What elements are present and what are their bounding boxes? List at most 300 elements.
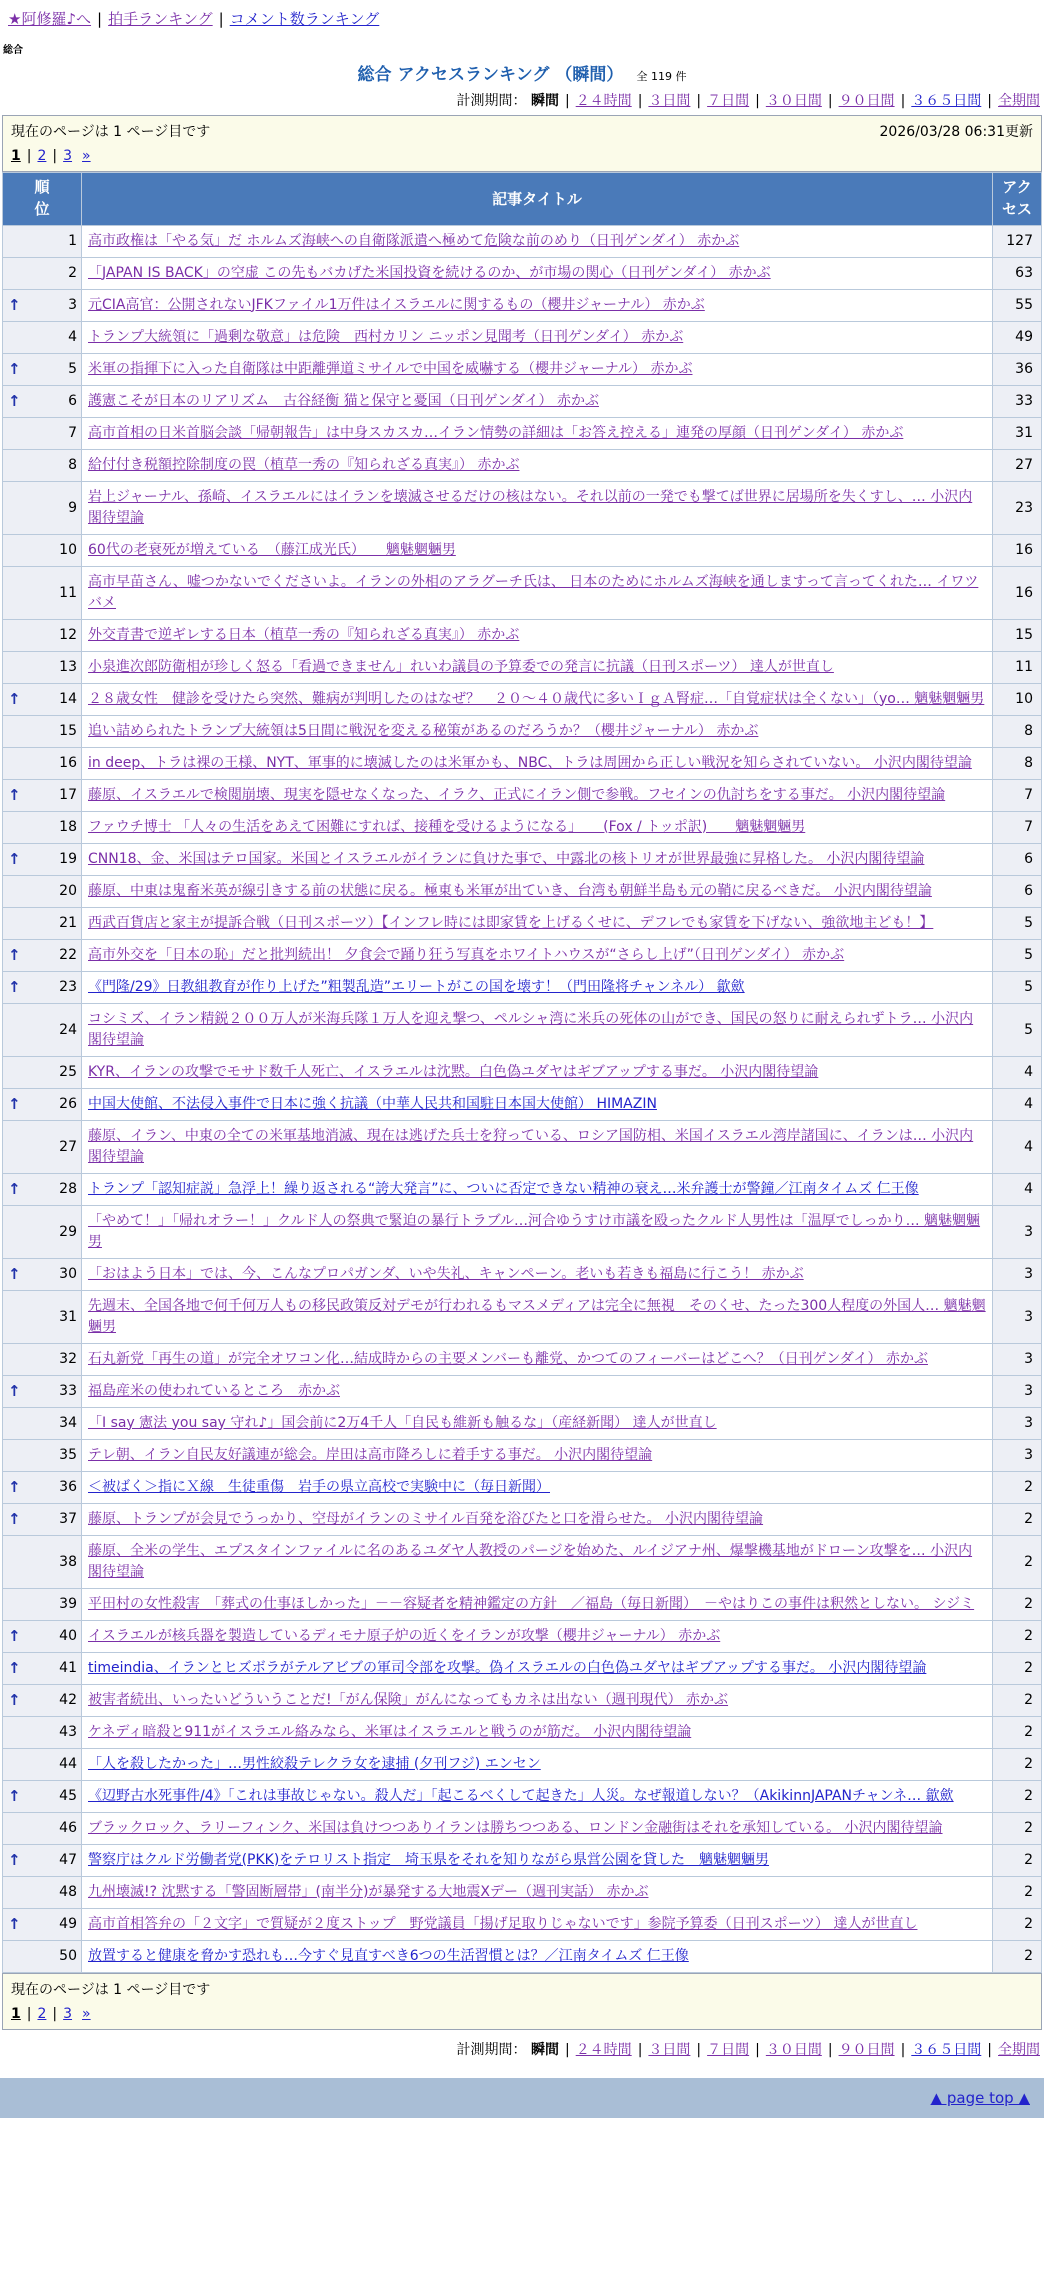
period-option-2[interactable]: ３日間 bbox=[648, 2041, 691, 2058]
article-link[interactable]: 藤原、イスラエルで検閲崩壊、現実を隠せなくなった、イラク、正式にイラン側で参戦。フセインの仇討ちをする事だ。 小沢内閣待望論 bbox=[88, 786, 946, 803]
access-count: 16 bbox=[993, 566, 1042, 619]
table-row bbox=[3, 1120, 1042, 1173]
access-count: 2 bbox=[993, 1780, 1042, 1812]
rank-number: 21 bbox=[59, 915, 77, 931]
rank-number: 38 bbox=[59, 1553, 77, 1570]
access-count: 10 bbox=[993, 683, 1042, 715]
article-link[interactable]: テレ朝、イラン自民友好議連が総会。岸田は高市降ろしに着手する事だ。 小沢内閣待望論 bbox=[88, 1446, 653, 1463]
title-cell bbox=[82, 683, 993, 715]
table-row bbox=[3, 1620, 1042, 1652]
separator: | bbox=[755, 93, 760, 109]
rank-number: 48 bbox=[59, 1884, 77, 1900]
article-link[interactable]: in deep、トラは裸の王様、NYT、軍事的に壊滅したのは米軍かも、NBC、トラは周囲から正しい戦況を知らされていない。 小沢内閣待望論 bbox=[88, 754, 972, 771]
separator: | bbox=[900, 2041, 906, 2058]
article-link[interactable]: 「I say 憲法 you say 守れ♪」国会前に2万4千人「自民も維新も触るな」（産経新聞） 達人が世直し bbox=[88, 1414, 717, 1431]
article-link[interactable]: 米軍の指揮下に入った自衛隊は中距離弾道ミサイルで中国を威嚇する（櫻井ジャーナル） 赤かぶ bbox=[88, 360, 693, 377]
rank-cell bbox=[3, 1620, 82, 1652]
rank-number: 25 bbox=[59, 1064, 77, 1080]
article-link[interactable]: 岩上ジャーナル、孫崎、イスラエルにはイランを壊滅させるだけの核はない。それ以前の一発でも撃てば世界に居場所を失くすし、… 小沢内閣待望論 bbox=[88, 488, 973, 526]
table-row bbox=[3, 1844, 1042, 1876]
title-cell bbox=[82, 481, 993, 534]
period-option-6[interactable]: ３６５日間 bbox=[911, 2041, 982, 2058]
title-cell bbox=[82, 651, 993, 683]
rank-number: 40 bbox=[59, 1628, 77, 1644]
rank-cell bbox=[3, 1876, 82, 1908]
access-count: 6 bbox=[993, 875, 1042, 907]
article-link[interactable]: 《辺野古水死事件/4》「これは事故じゃない。殺人だ」「起こるべくして起きた」人災。なぜ報道しない？（AkikinnJAPANチャンネ… 歙歛 bbox=[88, 1787, 954, 1804]
separator: | bbox=[52, 148, 58, 164]
title-cell bbox=[82, 1780, 993, 1812]
article-link[interactable]: 平田村の女性殺害 「葬式の仕事ほしかった」－－容疑者を精神鑑定の方針 ／福島（毎日新聞） －やはりこの事件は釈然としない。 シジミ bbox=[88, 1595, 975, 1612]
rank-up-arrow-icon: ↑ bbox=[8, 1915, 21, 1933]
access-count: 127 bbox=[993, 225, 1042, 257]
rank-cell bbox=[3, 1056, 82, 1088]
separator: | bbox=[755, 2041, 760, 2058]
table-row bbox=[3, 811, 1042, 843]
separator: | bbox=[900, 93, 906, 109]
rank-cell bbox=[3, 1471, 82, 1503]
article-link[interactable]: 「おはよう日本」では、今、こんなプロパガンダ、いや失礼、キャンペーン。老いも若きも福島に行こう！ 赤かぶ bbox=[88, 1265, 804, 1282]
article-link[interactable]: 先週末、全国各地で何千何万人もの移民政策反対デモが行われるもマスメディアは完全に無視 そのくせ、たった300人程度の外国人… 魑魅魍魎男 bbox=[88, 1297, 986, 1335]
access-count: 3 bbox=[993, 1205, 1042, 1258]
rank-cell bbox=[3, 1407, 82, 1439]
rank-number: 11 bbox=[59, 584, 77, 601]
rank-number: 9 bbox=[68, 499, 77, 516]
article-link[interactable]: 高市外交を「日本の恥」だと批判続出！ 夕食会で踊り狂う写真をホワイトハウスが“さらし上げ”（日刊ゲンダイ） 赤かぶ bbox=[88, 946, 845, 963]
title-cell bbox=[82, 1343, 993, 1375]
table-row bbox=[3, 353, 1042, 385]
table-row bbox=[3, 875, 1042, 907]
table-row bbox=[3, 1652, 1042, 1684]
rank-cell bbox=[3, 225, 82, 257]
rank-number: 27 bbox=[59, 1138, 77, 1155]
article-link[interactable]: 中国大使館、不法侵入事件で日本に強く抗議（中華人民共和国駐日本国大使館） HIMAZIN bbox=[88, 1095, 657, 1112]
separator: | bbox=[218, 10, 224, 28]
table-row bbox=[3, 939, 1042, 971]
pagination-box-bottom bbox=[2, 1973, 1042, 2030]
access-count: 2 bbox=[993, 1748, 1042, 1780]
title-cell bbox=[82, 1748, 993, 1780]
article-link[interactable]: 高市首相の日米首脳会談「帰朝報告」は中身スカスカ…イラン情勢の詳細は「お答え控える」連発の厚顔（日刊ゲンダイ） 赤かぶ bbox=[88, 424, 904, 441]
table-row bbox=[3, 1003, 1042, 1056]
access-count: 36 bbox=[993, 353, 1042, 385]
table-row bbox=[3, 619, 1042, 651]
table-row bbox=[3, 1439, 1042, 1471]
rank-up-arrow-icon: ↑ bbox=[8, 1095, 21, 1113]
title-cell bbox=[82, 1535, 993, 1588]
access-count: 23 bbox=[993, 481, 1042, 534]
title-cell bbox=[82, 779, 993, 811]
table-row bbox=[3, 1503, 1042, 1535]
access-count: 2 bbox=[993, 1684, 1042, 1716]
table-row bbox=[3, 417, 1042, 449]
title-cell bbox=[82, 1876, 993, 1908]
rank-number: 22 bbox=[59, 947, 77, 963]
separator: | bbox=[696, 93, 702, 109]
access-count: 63 bbox=[993, 257, 1042, 289]
access-count: 5 bbox=[993, 1003, 1042, 1056]
rank-up-arrow-icon: ↑ bbox=[8, 1478, 21, 1496]
table-row bbox=[3, 534, 1042, 566]
rank-cell bbox=[3, 971, 82, 1003]
table-row bbox=[3, 1812, 1042, 1844]
rank-cell bbox=[3, 321, 82, 353]
rank-number: 23 bbox=[59, 979, 77, 995]
article-link[interactable]: 「やめて！」「帰れオラー！」クルド人の祭典で緊迫の暴行トラブル…河合ゆうすけ市議を殴ったクルド人男性は「温厚でしっかり… 魑魅魍魎男 bbox=[88, 1212, 981, 1250]
access-count: 7 bbox=[993, 779, 1042, 811]
separator: | bbox=[827, 2041, 833, 2058]
table-row bbox=[3, 385, 1042, 417]
article-link[interactable]: 藤原、イラン、中東の全ての米軍基地消滅、現在は逃げた兵士を狩っている、ロシア国防相、米国イスラエル湾岸諸国に、イランは… 小沢内閣待望論 bbox=[88, 1127, 974, 1165]
page-current: 1 bbox=[11, 2005, 21, 2022]
access-count: 4 bbox=[993, 1088, 1042, 1120]
separator: | bbox=[564, 93, 570, 109]
table-row bbox=[3, 1258, 1042, 1290]
article-link[interactable]: 放置すると健康を脅かす恐れも…今すぐ見直すべき6つの生活習慣とは？／江南タイムズ 仁王像 bbox=[88, 1947, 689, 1964]
access-count: 2 bbox=[993, 1844, 1042, 1876]
rank-number: 6 bbox=[68, 393, 77, 409]
nav-link-1[interactable]: ★阿修羅♪へ bbox=[8, 10, 92, 28]
period-option-6[interactable]: ３６５日間 bbox=[911, 93, 982, 109]
article-link[interactable]: 「人を殺したかった」…男性絞殺テレクラ女を逮捕 (夕刊フジ) エンセン bbox=[88, 1755, 541, 1772]
rank-up-arrow-icon: ↑ bbox=[8, 1787, 21, 1805]
title-cell bbox=[82, 971, 993, 1003]
period-option-1[interactable]: ２４時間 bbox=[575, 2041, 632, 2058]
title-cell bbox=[82, 1652, 993, 1684]
access-count: 6 bbox=[993, 843, 1042, 875]
article-link[interactable]: 護憲こそが日本のリアリズム 古谷経衡 猫と保守と憂国（日刊ゲンダイ） 赤かぶ bbox=[88, 392, 599, 409]
rank-number: 29 bbox=[59, 1223, 77, 1240]
access-count: 2 bbox=[993, 1908, 1042, 1940]
col-header-rank: 順位 bbox=[3, 173, 82, 226]
rank-number: 28 bbox=[59, 1181, 77, 1197]
rank-cell bbox=[3, 875, 82, 907]
rank-cell bbox=[3, 257, 82, 289]
access-count: 3 bbox=[993, 1375, 1042, 1407]
rank-up-arrow-icon: ↑ bbox=[8, 360, 21, 378]
title-cell bbox=[82, 321, 993, 353]
table-row bbox=[3, 1940, 1042, 1972]
access-count: 33 bbox=[993, 385, 1042, 417]
article-link[interactable]: 藤原、全米の学生、エプスタインファイルに名のあるユダヤ人教授のパージを始めた、ルイジアナ州、爆撃機基地がドローン攻撃を… 小沢内閣待望論 bbox=[88, 1542, 973, 1580]
col-header-title: 記事タイトル bbox=[82, 173, 993, 226]
access-count: 2 bbox=[993, 1620, 1042, 1652]
nav-link-3[interactable]: コメント数ランキング bbox=[229, 10, 380, 28]
rank-cell bbox=[3, 683, 82, 715]
rank-up-arrow-icon: ↑ bbox=[8, 1691, 21, 1709]
title-cell bbox=[82, 1812, 993, 1844]
rank-up-arrow-icon: ↑ bbox=[8, 1265, 21, 1283]
article-link[interactable]: 藤原、中東は鬼畜米英が線引きする前の状態に戻る。極東も米軍が出ていき、台湾も朝鮮半島も元の鞘に戻るべきだ。 小沢内閣待望論 bbox=[88, 882, 932, 899]
separator: | bbox=[52, 2005, 58, 2022]
separator: | bbox=[637, 93, 643, 109]
title-cell bbox=[82, 1684, 993, 1716]
rank-up-arrow-icon: ↑ bbox=[8, 786, 21, 804]
page-link-3[interactable]: 3 bbox=[63, 2005, 73, 2022]
rank-cell bbox=[3, 1652, 82, 1684]
access-count: 2 bbox=[993, 1716, 1042, 1748]
period-selector-bottom bbox=[0, 2034, 1044, 2064]
access-count: 8 bbox=[993, 715, 1042, 747]
title-cell bbox=[82, 715, 993, 747]
article-link[interactable]: ＜被ばく＞指にＸ線 生徒重傷 岩手の県立高校で実験中に（毎日新聞） bbox=[88, 1478, 550, 1495]
page-top-bar bbox=[0, 2078, 1044, 2118]
rank-cell bbox=[3, 1716, 82, 1748]
access-count: 3 bbox=[993, 1290, 1042, 1343]
rank-cell bbox=[3, 1343, 82, 1375]
period-current: 瞬間 bbox=[530, 2041, 559, 2058]
title-cell bbox=[82, 1940, 993, 1972]
article-link[interactable]: コシミズ、イラン精鋭２００万人が米海兵隊１万人を迎え撃つ、ペルシャ湾に米兵の死体の山ができ、国民の怒りに耐えられずトラ… 小沢内閣待望論 bbox=[88, 1010, 974, 1048]
article-link[interactable]: トランプ大統領に「過剰な敬意」は危険 西村カリン ニッポン見聞考（日刊ゲンダイ） 赤かぶ bbox=[88, 328, 684, 345]
ranking-table bbox=[2, 172, 1042, 1973]
access-count: 4 bbox=[993, 1120, 1042, 1173]
rank-up-arrow-icon: ↑ bbox=[8, 850, 21, 868]
separator: | bbox=[987, 93, 992, 109]
separator: | bbox=[26, 2005, 32, 2022]
page-top-link[interactable]: ▲ page top ▲ bbox=[930, 2088, 1030, 2107]
title-cell bbox=[82, 1588, 993, 1620]
page-next-link[interactable]: » bbox=[82, 148, 91, 164]
rank-cell bbox=[3, 1205, 82, 1258]
period-option-3[interactable]: ７日間 bbox=[707, 93, 750, 109]
title-cell bbox=[82, 1205, 993, 1258]
title-cell bbox=[82, 747, 993, 779]
rank-cell bbox=[3, 715, 82, 747]
title-cell bbox=[82, 843, 993, 875]
total-count: 全 119 件 bbox=[636, 70, 687, 83]
period-option-4[interactable]: ３０日間 bbox=[765, 2041, 822, 2058]
article-link[interactable]: 小泉進次郎防衛相が珍しく怒る「看過できません」れいわ議員の予算委での発言に抗議（日刊スポーツ） 達人が世直し bbox=[88, 658, 834, 675]
period-option-3[interactable]: ７日間 bbox=[707, 2041, 750, 2058]
rank-cell bbox=[3, 1439, 82, 1471]
table-row bbox=[3, 1056, 1042, 1088]
article-link[interactable]: 「JAPAN IS BACK」の空虚 この先もバカげた米国投資を続けるのか、が市場の関心（日刊ゲンダイ） 赤かぶ bbox=[88, 264, 771, 281]
update-time: 2026/03/28 06:31更新 bbox=[879, 124, 1033, 140]
table-row bbox=[3, 1290, 1042, 1343]
article-link[interactable]: 追い詰められたトランプ大統領は5日間に戦況を変える秘策があるのだろうか？（櫻井ジャーナル） 赤かぶ bbox=[88, 722, 759, 739]
rank-cell bbox=[3, 651, 82, 683]
rank-cell bbox=[3, 1003, 82, 1056]
access-count: 16 bbox=[993, 534, 1042, 566]
rank-cell bbox=[3, 747, 82, 779]
rank-number: 14 bbox=[59, 691, 77, 707]
title-cell bbox=[82, 1088, 993, 1120]
title-cell bbox=[82, 534, 993, 566]
table-row bbox=[3, 1375, 1042, 1407]
title-cell bbox=[82, 907, 993, 939]
table-row bbox=[3, 1343, 1042, 1375]
current-page-text: 現在のページは 1 ページ目です bbox=[11, 124, 211, 140]
rank-number: 4 bbox=[68, 329, 77, 345]
rank-cell bbox=[3, 449, 82, 481]
period-option-7[interactable]: 全期間 bbox=[998, 93, 1040, 109]
rank-cell bbox=[3, 779, 82, 811]
rank-cell bbox=[3, 1780, 82, 1812]
title-cell bbox=[82, 1120, 993, 1173]
title-cell bbox=[82, 1407, 993, 1439]
period-option-5[interactable]: ９０日間 bbox=[838, 2041, 895, 2058]
article-link[interactable]: ２８歳女性 健診を受けたら突然、難病が判明したのはなぜ？ ２０～４０歳代に多いＩｇＡ腎症…「自覚症状は全くない」（yo… 魑魅魍魎男 bbox=[88, 690, 985, 707]
rank-number: 16 bbox=[59, 755, 77, 771]
rank-number: 26 bbox=[59, 1096, 77, 1112]
table-row bbox=[3, 1684, 1042, 1716]
article-link[interactable]: 60代の老衰死が増えている （藤江成光氏） 魑魅魍魎男 bbox=[88, 541, 456, 558]
rank-number: 7 bbox=[68, 425, 77, 441]
rank-cell bbox=[3, 1844, 82, 1876]
article-link[interactable]: ブラックロック、ラリーフィンク、米国は負けつつありイランは勝ちつつある、ロンドン金融街はそれを承知している。 小沢内閣待望論 bbox=[88, 1819, 943, 1836]
access-count: 5 bbox=[993, 971, 1042, 1003]
article-link[interactable]: ケネディ暗殺と911がイスラエル絡みなら、米軍はイスラエルと戦うのが筋だ。 小沢内閣待望論 bbox=[88, 1723, 692, 1740]
rank-number: 20 bbox=[59, 883, 77, 899]
title-cell bbox=[82, 1503, 993, 1535]
access-count: 11 bbox=[993, 651, 1042, 683]
rank-cell bbox=[3, 1290, 82, 1343]
access-count: 3 bbox=[993, 1343, 1042, 1375]
separator: | bbox=[637, 2041, 643, 2058]
page-link-2[interactable]: 2 bbox=[37, 2005, 47, 2022]
page-title: 総合 アクセスランキング （瞬間） bbox=[357, 65, 624, 85]
access-count: 2 bbox=[993, 1588, 1042, 1620]
rank-number: 47 bbox=[59, 1852, 77, 1868]
title-cell bbox=[82, 939, 993, 971]
article-link[interactable]: イスラエルが核兵器を製造しているディモナ原子炉の近くをイランが攻撃（櫻井ジャーナル） 赤かぶ bbox=[88, 1627, 721, 1644]
access-count: 15 bbox=[993, 619, 1042, 651]
article-link[interactable]: timeindia、イランとヒズボラがテルアビブの軍司令部を攻撃。偽イスラエルの白色偽ユダヤはギブアップする事だ。 小沢内閣待望論 bbox=[88, 1659, 927, 1676]
table-row bbox=[3, 1471, 1042, 1503]
separator: | bbox=[987, 2041, 992, 2058]
table-row bbox=[3, 683, 1042, 715]
rank-cell bbox=[3, 1940, 82, 1972]
pagination-box-top bbox=[2, 115, 1042, 172]
access-count: 5 bbox=[993, 907, 1042, 939]
title-cell bbox=[82, 1056, 993, 1088]
article-link[interactable]: 元CIA高官：公開されないJFKファイル1万件はイスラエルに関するもの（櫻井ジャーナル） 赤かぶ bbox=[88, 296, 705, 313]
title-cell bbox=[82, 875, 993, 907]
nav-link-2[interactable]: 拍手ランキング bbox=[108, 10, 213, 28]
article-link[interactable]: 高市政権は「やる気」だ ホルムズ海峡への自衛隊派遣へ極めて危険な前のめり（日刊ゲンダイ） 赤かぶ bbox=[88, 232, 740, 249]
rank-number: 5 bbox=[68, 361, 77, 377]
table-row bbox=[3, 1588, 1042, 1620]
access-count: 3 bbox=[993, 1407, 1042, 1439]
title-cell bbox=[82, 1290, 993, 1343]
article-link[interactable]: 西武百貨店と家主が提訴合戦（日刊スポーツ）【インフレ時には即家賃を上げるくせに、デフレでも家賃を下げない、強欲地主ども！】 bbox=[88, 914, 934, 931]
table-row bbox=[3, 1876, 1042, 1908]
article-link[interactable]: 高市首相答弁の「２文字」で質疑が２度ストップ 野党議員「揚げ足取りじゃないです」参院予算委（日刊スポーツ） 達人が世直し bbox=[88, 1915, 918, 1932]
rank-up-arrow-icon: ↑ bbox=[8, 946, 21, 964]
page-next-link[interactable]: » bbox=[82, 2005, 91, 2022]
period-option-5[interactable]: ９０日間 bbox=[838, 93, 895, 109]
article-link[interactable]: 藤原、トランプが会見でうっかり、空母がイランのミサイル百発を浴びたと口を滑らせた。 小沢内閣待望論 bbox=[88, 1510, 764, 1527]
rank-number: 42 bbox=[59, 1692, 77, 1708]
period-option-7[interactable]: 全期間 bbox=[998, 2041, 1040, 2058]
title-cell bbox=[82, 289, 993, 321]
rank-cell bbox=[3, 1748, 82, 1780]
rank-number: 3 bbox=[68, 297, 77, 313]
access-count: 55 bbox=[993, 289, 1042, 321]
table-row bbox=[3, 566, 1042, 619]
article-link[interactable]: 外交青書で逆ギレする日本（植草一秀の『知られざる真実』） 赤かぶ bbox=[88, 626, 520, 643]
table-row bbox=[3, 1908, 1042, 1940]
table-row bbox=[3, 715, 1042, 747]
rank-up-arrow-icon: ↑ bbox=[8, 978, 21, 996]
article-link[interactable]: CNN18、金、米国はテロ国家。米国とイスラエルがイランに負けた事で、中露北の核トリオが世界最強に昇格した。 小沢内閣待望論 bbox=[88, 850, 925, 867]
title-cell bbox=[82, 1844, 993, 1876]
pager-bottom bbox=[11, 2006, 1033, 2022]
rank-number: 41 bbox=[59, 1660, 77, 1676]
period-option-4[interactable]: ３０日間 bbox=[765, 93, 822, 109]
title-cell bbox=[82, 1471, 993, 1503]
period-option-1[interactable]: ２４時間 bbox=[575, 93, 632, 109]
article-link[interactable]: 《門隆/29》日教組教育が作り上げた”粗製乱造”エリートがこの国を壊す！（門田隆将チャンネル） 歙歛 bbox=[88, 978, 745, 995]
rank-cell bbox=[3, 907, 82, 939]
bottom-spacer bbox=[0, 2118, 1044, 2136]
rank-up-arrow-icon: ↑ bbox=[8, 392, 21, 410]
article-link[interactable]: 被害者続出、いったいどういうことだ!「がん保険」がんになってもカネは出ない（週刊現代） 赤かぶ bbox=[88, 1691, 729, 1708]
period-label: 計測期間： bbox=[456, 93, 527, 109]
rank-cell bbox=[3, 481, 82, 534]
table-row bbox=[3, 289, 1042, 321]
period-selector-top bbox=[0, 85, 1044, 115]
page-link-2[interactable]: 2 bbox=[37, 148, 47, 164]
separator: | bbox=[97, 10, 103, 28]
article-link[interactable]: 九州壊滅!? 沈黙する「警固断層帯」(南半分)が暴発する大地震Xデー（週刊実話） 赤かぶ bbox=[88, 1883, 649, 1900]
rank-number: 1 bbox=[68, 233, 77, 249]
rank-number: 2 bbox=[68, 265, 77, 281]
period-label: 計測期間： bbox=[456, 2041, 527, 2058]
rank-number: 39 bbox=[59, 1596, 77, 1612]
article-link[interactable]: 高市早苗さん、嘘つかないでくださいよ。イランの外相のアラグーチ氏は、 日本のためにホルムズ海峡を通しますって言ってくれた… イワツバメ bbox=[88, 573, 979, 611]
page-link-3[interactable]: 3 bbox=[63, 148, 73, 164]
rank-cell bbox=[3, 1812, 82, 1844]
access-count: 2 bbox=[993, 1652, 1042, 1684]
access-count: 8 bbox=[993, 747, 1042, 779]
col-header-access: アクセス bbox=[993, 173, 1042, 226]
article-link[interactable]: 給付付き税額控除制度の罠（植草一秀の『知られざる真実』） 赤かぶ bbox=[88, 456, 520, 473]
article-link[interactable]: 石丸新党「再生の道」が完全オワコン化…結成時からの主要メンバーも離党、かつてのフィーバーはどこへ？（日刊ゲンダイ） 赤かぶ bbox=[88, 1350, 928, 1367]
rank-cell bbox=[3, 811, 82, 843]
rank-number: 32 bbox=[59, 1351, 77, 1367]
article-link[interactable]: 警察庁はクルド労働者党(PKK)をテロリスト指定 埼玉県をそれを知りながら県営公園を貸した 魑魅魍魎男 bbox=[88, 1851, 770, 1868]
table-row bbox=[3, 321, 1042, 353]
title-cell bbox=[82, 385, 993, 417]
rank-number: 12 bbox=[59, 627, 77, 643]
article-link[interactable]: KYR、イランの攻撃でモサド数千人死亡、イスラエルは沈黙。白色偽ユダヤはギブアップする事だ。 小沢内閣待望論 bbox=[88, 1063, 819, 1080]
rank-up-arrow-icon: ↑ bbox=[8, 296, 21, 314]
article-link[interactable]: トランプ「認知症説」急浮上！繰り返される“誇大発言”に、ついに否定できない精神の衰え…米弁護士が警鐘／江南タイムズ 仁王像 bbox=[88, 1180, 919, 1197]
rank-cell bbox=[3, 619, 82, 651]
access-count: 7 bbox=[993, 811, 1042, 843]
rank-number: 18 bbox=[59, 819, 77, 835]
rank-cell bbox=[3, 1588, 82, 1620]
section-label: 総合 bbox=[3, 45, 23, 56]
rank-number: 15 bbox=[59, 723, 77, 739]
period-option-2[interactable]: ３日間 bbox=[648, 93, 691, 109]
article-link[interactable]: ファウチ博士 「人々の生活をあえて困難にすれば、接種を受けるようになる」 (Fox / トッポ訳) 魑魅魍魎男 bbox=[88, 818, 806, 835]
article-link[interactable]: 福島産米の使われているところ 赤かぶ bbox=[88, 1382, 340, 1399]
title-cell bbox=[82, 353, 993, 385]
rank-cell bbox=[3, 1088, 82, 1120]
rank-number: 35 bbox=[59, 1447, 77, 1463]
title-cell bbox=[82, 811, 993, 843]
rank-cell bbox=[3, 1535, 82, 1588]
rank-cell bbox=[3, 1173, 82, 1205]
title-cell bbox=[82, 257, 993, 289]
title-cell bbox=[82, 1258, 993, 1290]
current-page-text: 現在のページは 1 ページ目です bbox=[11, 1981, 211, 1998]
access-count: 27 bbox=[993, 449, 1042, 481]
access-count: 2 bbox=[993, 1471, 1042, 1503]
